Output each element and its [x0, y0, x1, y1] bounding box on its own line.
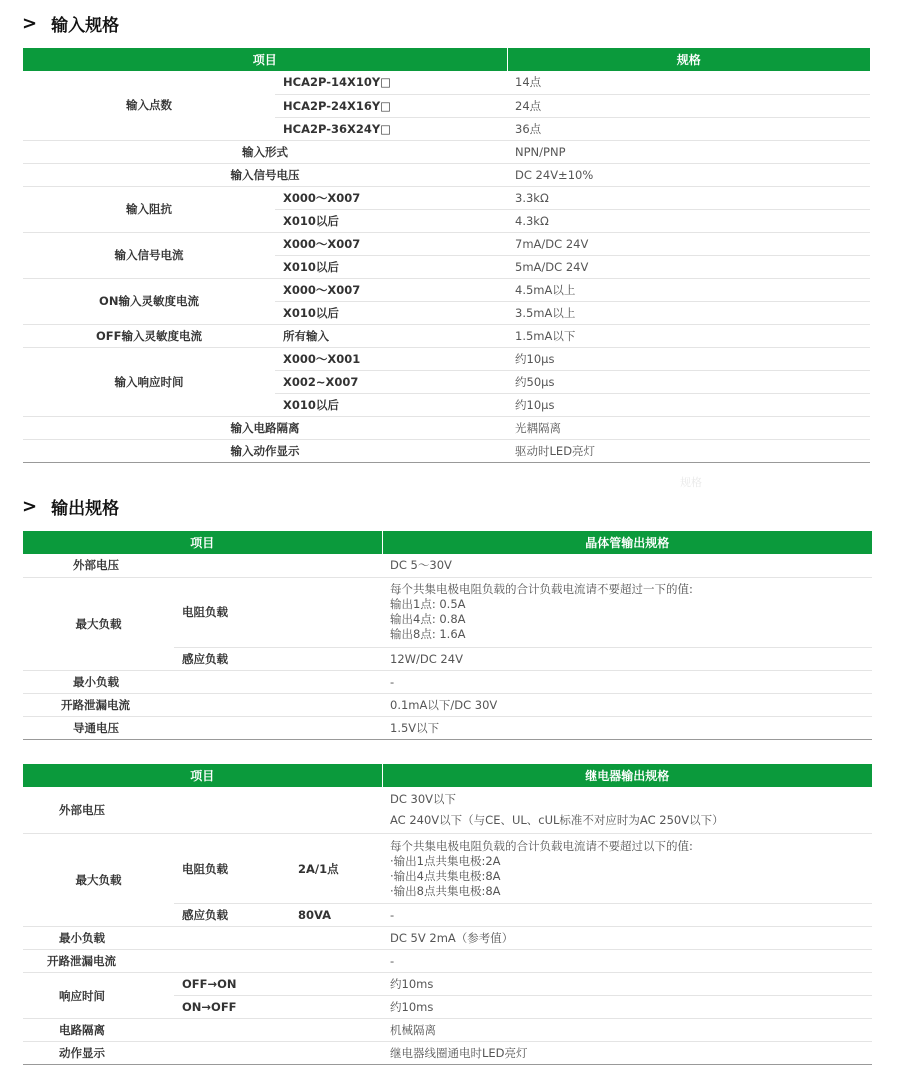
text-line: 输出8点: 1.6A — [390, 627, 466, 641]
sub-cell: X000～X007 — [275, 186, 507, 209]
output-section-title — [22, 494, 119, 519]
value-cell: 3.3kΩ — [507, 186, 870, 209]
relay-output-table — [23, 764, 872, 1065]
value-cell: 4.5mA以上 — [507, 278, 870, 301]
value-cell: NPN/PNP — [507, 140, 870, 163]
value-cell: 3.5mA以上 — [507, 301, 870, 324]
value-cell: - — [382, 904, 872, 927]
sub-cell: X002~X007 — [275, 370, 507, 393]
sub-cell: 电阻负载 — [174, 834, 290, 904]
input-section-title — [22, 11, 119, 36]
value-cell: 5mA/DC 24V — [507, 255, 870, 278]
value-cell: 驱动时LED亮灯 — [507, 439, 870, 462]
row-label: 输入动作显示 — [23, 439, 507, 462]
header-item: 项目 — [23, 764, 382, 787]
header-spec: 规格 — [507, 48, 870, 71]
value-cell: 继电器线圈通电时LED亮灯 — [382, 1042, 872, 1065]
text-line: DC 30V以下 — [390, 792, 457, 806]
value-cell: 约10μs — [507, 347, 870, 370]
model-cell: HCA2P-24X16Y□ — [275, 94, 507, 117]
sub-cell: 所有输入 — [275, 324, 507, 347]
output-title-text: 输出规格 — [51, 499, 120, 519]
value-cell: 约10ms — [382, 973, 872, 996]
value-cell-multiline — [382, 787, 872, 834]
row-label: 最大负载 — [23, 577, 174, 670]
faint-watermark-text: 规格 — [680, 476, 702, 489]
row-label: 开路泄漏电流 — [23, 950, 382, 973]
value-cell: DC 5V 2mA（参考值） — [382, 927, 872, 950]
value-cell: 约10ms — [382, 996, 872, 1019]
text-line: 输出4点: 0.8A — [390, 612, 466, 626]
sub-cell: X010以后 — [275, 209, 507, 232]
value-cell: - — [382, 950, 872, 973]
text-line: ·输出1点共集电极:2A — [390, 853, 501, 868]
row-label: 动作显示 — [23, 1042, 382, 1065]
row-label: 电路隔离 — [23, 1019, 382, 1042]
value-cell: 光耦隔离 — [507, 416, 870, 439]
sub-cell: X010以后 — [275, 255, 507, 278]
row-label: 输入电路隔离 — [23, 416, 507, 439]
text-line: ·输出4点共集电极:8A — [390, 868, 501, 883]
input-spec-table — [23, 48, 870, 463]
sub-cell: ON→OFF — [174, 996, 382, 1019]
transistor-output-table — [23, 531, 872, 740]
header-item: 项目 — [23, 531, 382, 554]
value-cell: 约50μs — [507, 370, 870, 393]
value-cell: DC 5～30V — [382, 554, 872, 577]
row-label: 响应时间 — [23, 973, 174, 1019]
sub-cell: OFF→ON — [174, 973, 382, 996]
value-cell: 36点 — [507, 117, 870, 140]
value-cell: DC 24V±10% — [507, 163, 870, 186]
value-cell: 机械隔离 — [382, 1019, 872, 1042]
row-label: 输入信号电流 — [23, 232, 275, 278]
value-cell: 1.5mA以下 — [507, 324, 870, 347]
header-spec: 继电器输出规格 — [382, 764, 872, 787]
sub-cell: X000～X007 — [275, 232, 507, 255]
input-title-text: 输入规格 — [51, 16, 120, 36]
rating-cell: 2A/1点 — [290, 834, 382, 904]
text-line: 每个共集电极电阻负载的合计负载电流请不要超过以下的值: — [390, 838, 693, 853]
value-cell-multiline — [382, 834, 872, 904]
row-label: OFF输入灵敏度电流 — [23, 324, 275, 347]
sub-cell: X000～X007 — [275, 278, 507, 301]
value-cell: 14点 — [507, 71, 870, 94]
model-cell: HCA2P-36X24Y□ — [275, 117, 507, 140]
row-label: 开路泄漏电流 — [23, 693, 382, 716]
row-label: 外部电压 — [23, 787, 382, 834]
row-label: 输入响应时间 — [23, 347, 275, 416]
value-cell: 24点 — [507, 94, 870, 117]
value-cell: 1.5V以下 — [382, 716, 872, 739]
value-cell: 7mA/DC 24V — [507, 232, 870, 255]
row-label: ON输入灵敏度电流 — [23, 278, 275, 324]
row-label: 最大负载 — [23, 834, 174, 927]
text-line: 输出1点: 0.5A — [390, 597, 466, 611]
rating-cell: 80VA — [290, 904, 382, 927]
chevron-right-icon: > — [22, 13, 38, 34]
header-spec: 晶体管输出规格 — [382, 531, 872, 554]
sub-cell: X000～X001 — [275, 347, 507, 370]
value-cell: 4.3kΩ — [507, 209, 870, 232]
value-cell: 约10μs — [507, 393, 870, 416]
value-cell-multiline — [382, 577, 872, 647]
sub-cell: X010以后 — [275, 301, 507, 324]
value-cell: 0.1mA以下/DC 30V — [382, 693, 872, 716]
chevron-right-icon: > — [22, 496, 38, 517]
row-label: 最小负载 — [23, 927, 382, 950]
text-line: AC 240V以下（与CE、UL、cUL标准不对应时为AC 250V以下） — [390, 813, 724, 827]
header-item: 项目 — [23, 48, 507, 71]
row-label: 导通电压 — [23, 716, 382, 739]
value-cell: 12W/DC 24V — [382, 647, 872, 670]
row-label: 最小负载 — [23, 670, 382, 693]
text-line: 每个共集电极电阻负载的合计负载电流请不要超过一下的值: — [390, 582, 693, 596]
value-cell: - — [382, 670, 872, 693]
row-label: 输入阻抗 — [23, 186, 275, 232]
sub-cell: 电阻负载 — [174, 577, 382, 647]
row-label: 外部电压 — [23, 554, 382, 577]
sub-cell: 感应负载 — [174, 647, 382, 670]
row-label: 输入形式 — [23, 140, 507, 163]
text-line: ·输出8点共集电极:8A — [390, 883, 501, 898]
sub-cell: 感应负载 — [174, 904, 290, 927]
sub-cell: X010以后 — [275, 393, 507, 416]
row-label: 输入点数 — [23, 71, 275, 140]
row-label: 输入信号电压 — [23, 163, 507, 186]
model-cell: HCA2P-14X10Y□ — [275, 71, 507, 94]
